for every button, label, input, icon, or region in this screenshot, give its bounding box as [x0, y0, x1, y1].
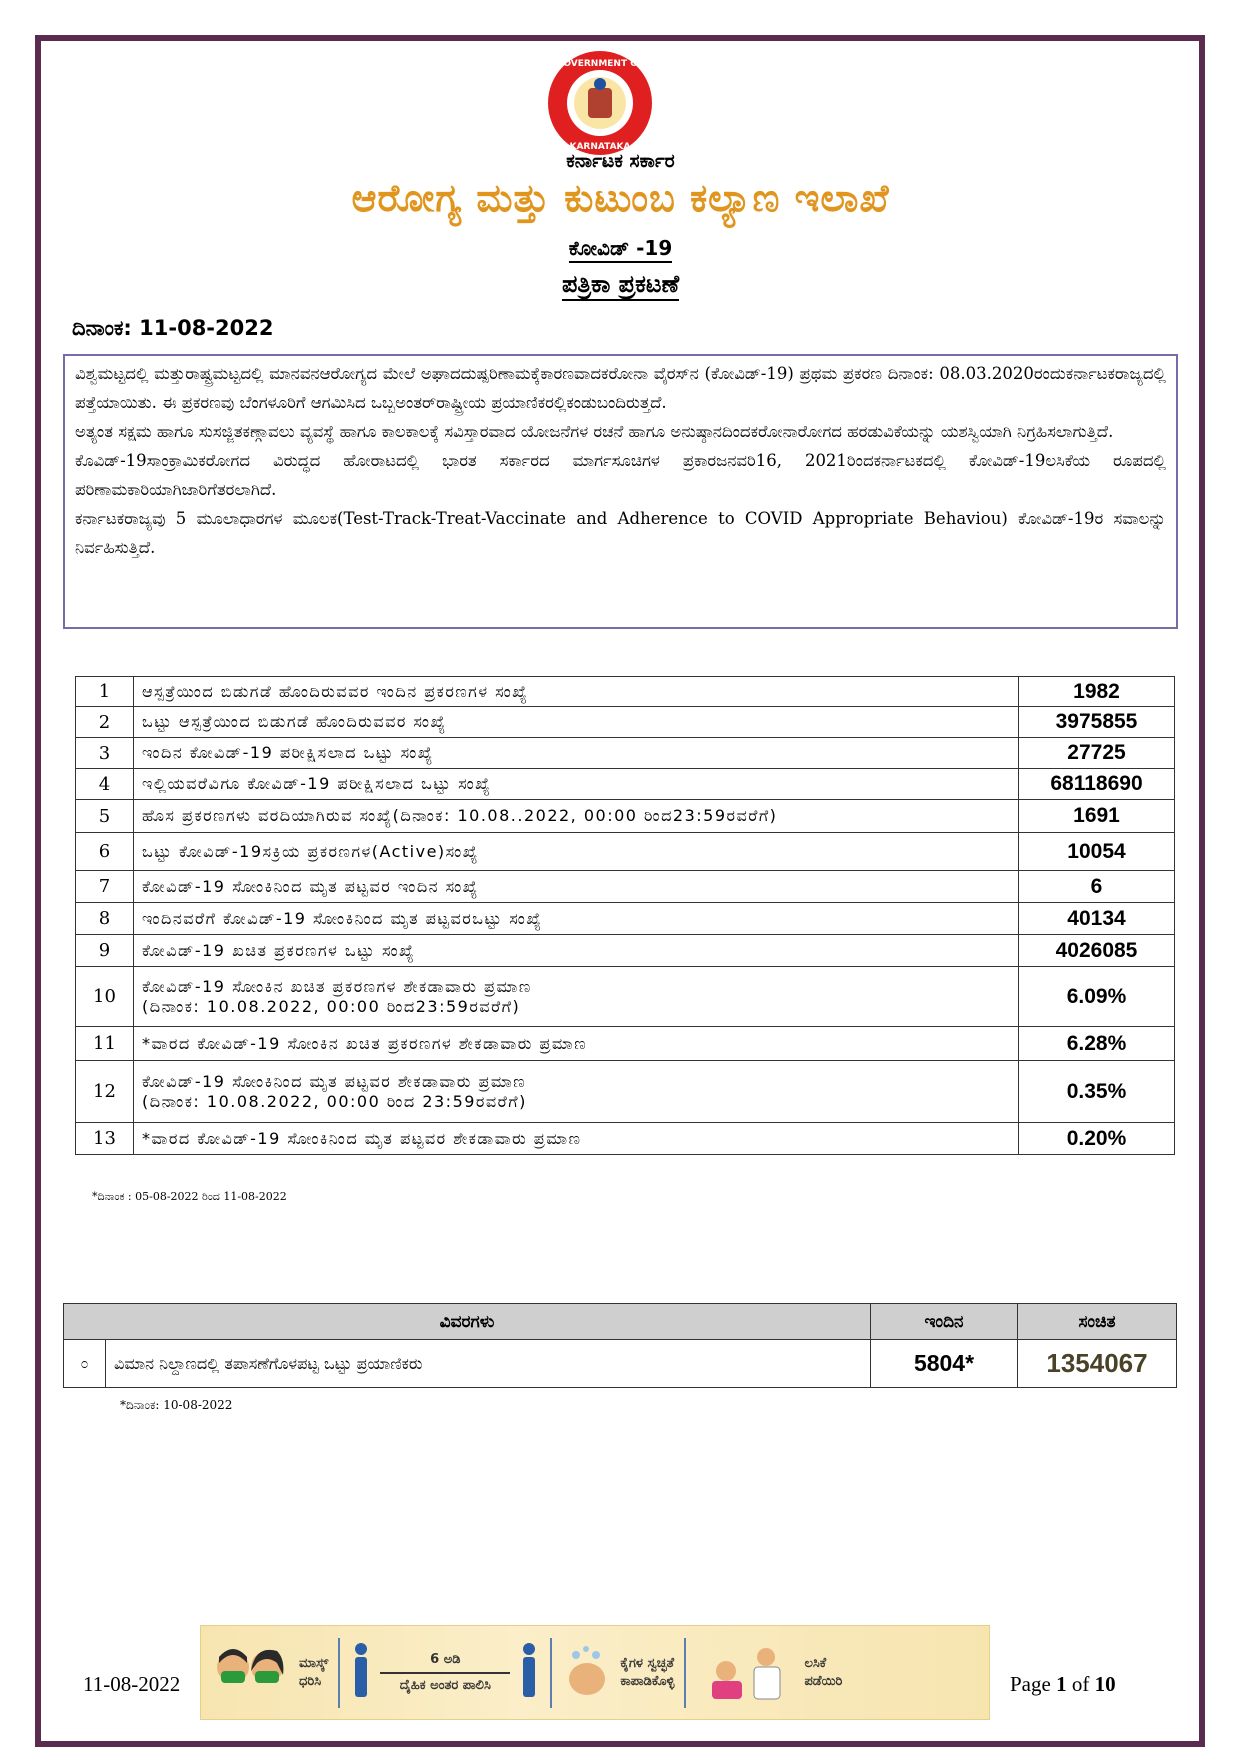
row-value: 0.35%: [1019, 1061, 1175, 1123]
intro-paragraph: ಅತ್ಯಂತ ಸಕ್ಷಮ ಹಾಗೂ ಸುಸಜ್ಜಿತಕಣ್ಗಾವಲು ವ್ಯವಸ್ಥೆ ಹಾಗೂ ಕಾಲಕಾಲಕ್ಕೆ ಸವಿಸ್ತಾರವಾದ ಯೋಜನೆಗಳ ರಚನೆ ಹಾಗೂ ಅನುಷ್ಠಾನದಿಂದಕರೋನಾರೋಗದ ಹರಡುವಿಕೆಯನ್ನು ಯಶಸ್ವಿಯಾಗಿ ನಿಗ್ರಹಿಸಲಾಗುತ್ತಿದೆ.: [75, 422, 1114, 441]
hands-segment: [552, 1626, 684, 1719]
vaccine-text: ಲಸಿಕೆ ಪಡೆಯಿರಿ: [804, 1655, 843, 1689]
covid-guidelines-banner: [200, 1625, 990, 1720]
row-number: 1: [76, 677, 134, 707]
row-description: ವಿಮಾನ ನಿಲ್ದಾಣದಲ್ಲಿ ತಪಾಸಣೆಗೊಳಪಟ್ಟ ಒಟ್ಟು ಪ್ರಯಾಣಿಕರು: [106, 1340, 871, 1388]
table-row: [76, 871, 1175, 903]
row-description: *ವಾರದ ಕೋವಿಡ್-19 ಸೋಂಕಿನ ಖಚಿತ ಪ್ರಕರಣಗಳ ಶೇಕಡಾವಾರು ಪ್ರಮಾಣ: [134, 1027, 1019, 1061]
row-today-value: 5804*: [871, 1340, 1018, 1388]
row-number: 9: [76, 935, 134, 967]
table-row: [76, 738, 1175, 769]
date-value: 11-08-2022: [139, 316, 274, 340]
table-row: [76, 677, 1175, 707]
row-value: 40134: [1019, 903, 1175, 935]
airport-table: [63, 1303, 1177, 1388]
row-value: 3975855: [1019, 707, 1175, 738]
row-number: 3: [76, 738, 134, 769]
row-value: 6: [1019, 871, 1175, 903]
hand-wash-icon: [562, 1641, 612, 1705]
person-icon: [518, 1641, 540, 1705]
row-number: 5: [76, 800, 134, 833]
row-description: ಆಸ್ಪತ್ರೆಯಿಂದ ಬಿಡುಗಡೆ ಹೊಂದಿರುವವರ ಇಂದಿನ ಪ್ರಕರಣಗಳ ಸಂಖ್ಯೆ: [134, 677, 1019, 707]
table-row: [76, 833, 1175, 871]
person-icon: [350, 1641, 372, 1705]
row-value: 0.20%: [1019, 1123, 1175, 1155]
mask-segment: [201, 1626, 338, 1719]
svg-text:KARNATAKA: KARNATAKA: [569, 142, 631, 152]
row-number: 7: [76, 871, 134, 903]
distance-info: [380, 1651, 510, 1695]
department-title: ಆರೋಗ್ಯ ಮತ್ತು ಕುಟುಂಬ ಕಲ್ಯಾಣ ಇಲಾಖೆ: [351, 176, 890, 220]
stats-table: [75, 676, 1175, 1155]
vaccination-icon: [696, 1641, 796, 1705]
intro-paragraph: ಕೊವಿಡ್-19ಸಾಂಕ್ರಾಮಿಕರೋಗದ ವಿರುದ್ಧದ ಹೋರಾಟದಲ್ಲಿ ಭಾರತ ಸರ್ಕಾರದ ಮಾರ್ಗಸೂಚಿಗಳ ಪ್ರಕಾರಜನವರಿ16, 2021ರಿಂದಕರ್ನಾಟಕದಲ್ಲಿ ಕೋವಿಡ್-19ಲಸಿಕೆಯ ರೂಪದಲ್ಲಿ ಪರಿಣಾಮಕಾರಿಯಾಗಿಜಾರಿಗೆತರಲಾಗಿದೆ.: [75, 451, 1166, 499]
row-number: 4: [76, 769, 134, 800]
release-date: ದಿನಾಂಕ: 11-08-2022: [72, 316, 274, 340]
row-description: ಇಲ್ಲಿಯವರೆವಿಗೂ ಕೋವಿಡ್-19 ಪರೀಕ್ಷಿಸಲಾದ ಒಟ್ಟು ಸಂಖ್ಯೆ: [134, 769, 1019, 800]
row-description: ಒಟ್ಟು ಕೋವಿಡ್-19ಸಕ್ರಿಯ ಪ್ರಕರಣಗಳ(Active)ಸಂಖ್ಯೆ: [134, 833, 1019, 871]
row-description: ಕೋವಿಡ್-19 ಸೋಂಕಿನಿಂದ ಮೃತ ಪಟ್ಟವರ ಶೇಕಡಾವಾರು ಪ್ರಮಾಣ (ದಿನಾಂಕ: 10.08.2022, 00:00 ರಿಂದ 23:59ರವರೆಗೆ): [134, 1061, 1019, 1123]
row-value: 68118690: [1019, 769, 1175, 800]
table-row: [76, 707, 1175, 738]
mask-face-icon: [211, 1641, 291, 1705]
government-label: ಕರ್ನಾಟಕ ಸರ್ಕಾರ: [566, 150, 675, 172]
row-description: ಇಂದಿನವರೆಗೆ ಕೋವಿಡ್-19 ಸೋಂಕಿನಿಂದ ಮೃತ ಪಟ್ಟವರಒಟ್ಟು ಸಂಖ್ಯೆ: [134, 903, 1019, 935]
header-today: ಇಂದಿನ: [871, 1304, 1018, 1340]
mask-text: ಮಾಸ್ಕ್ ಧರಿಸಿ: [299, 1655, 329, 1689]
page-number: Page 1 of 10: [1010, 1672, 1116, 1696]
row-value: 27725: [1019, 738, 1175, 769]
table-row: [76, 1061, 1175, 1123]
karnataka-emblem-icon: [540, 48, 660, 158]
table-row: [76, 967, 1175, 1027]
intro-paragraph: ವಿಶ್ವಮಟ್ಟದಲ್ಲಿ ಮತ್ತುರಾಷ್ಟ್ರಮಟ್ಟದಲ್ಲಿ ಮಾನವನಆರೋಗ್ಯದ ಮೇಲೆ ಅಘಾದದುಷ್ಪರಿಣಾಮಕ್ಕೆಕಾರಣವಾದಕರೋನಾ ವೈರಸ್‌ನ (ಕೋವಿಡ್-19) ಪ್ರಥಮ ಪ್ರಕರಣ ದಿನಾಂಕ: 08.03.2020ರಂದುಕರ್ನಾಟಕರಾಜ್ಯದಲ್ಲಿ ಪತ್ತೆಯಾಯಿತು. ಈ ಪ್ರಕರಣವು ಬೆಂಗಳೂರಿಗೆ ಆಗಮಿಸಿದ ಒಬ್ಬಅಂತರ್‌ರಾಷ್ಟ್ರೀಯ ಪ್ರಯಾಣಿಕರಲ್ಲಿಕಂಡುಬಂದಿರುತ್ತದೆ.: [75, 364, 1166, 412]
row-description: ಒಟ್ಟು ಆಸ್ಪತ್ರೆಯಿಂದ ಬಿಡುಗಡೆ ಹೊಂದಿರುವವರ ಸಂಖ್ಯೆ: [134, 707, 1019, 738]
svg-text:GOVERNMENT OF: GOVERNMENT OF: [555, 59, 645, 69]
row-number: 13: [76, 1123, 134, 1155]
row-number: 10: [76, 967, 134, 1027]
footnote-date-range: *ದಿನಾಂಕ : 05-08-2022 ರಿಂದ 11-08-2022: [92, 1190, 287, 1203]
row-number: 6: [76, 833, 134, 871]
table-row: [76, 935, 1175, 967]
press-release-heading: ಪತ್ರಿಕಾ ಪ್ರಕಟಣೆ: [0, 270, 1241, 298]
row-number: 11: [76, 1027, 134, 1061]
table-header-row: [64, 1304, 1177, 1340]
distance-segment: [340, 1626, 550, 1719]
row-description: *ವಾರದ ಕೋವಿಡ್-19 ಸೋಂಕಿನಿಂದ ಮೃತ ಪಟ್ಟವರ ಶೇಕಡಾವಾರು ಪ್ರಮಾಣ: [134, 1123, 1019, 1155]
table-row: [76, 1027, 1175, 1061]
header-total: ಸಂಚಿತ: [1018, 1304, 1177, 1340]
row-value: 6.09%: [1019, 967, 1175, 1027]
intro-box: [63, 354, 1178, 629]
hands-text: ಕೈಗಳ ಸ್ವಚ್ಛತೆ ಕಾಪಾಡಿಕೊಳ್ಳಿ: [620, 1655, 675, 1689]
row-value: 1691: [1019, 800, 1175, 833]
row-description: ಕೋವಿಡ್-19 ಖಚಿತ ಪ್ರಕರಣಗಳ ಒಟ್ಟು ಸಂಖ್ಯೆ: [134, 935, 1019, 967]
date-label: ದಿನಾಂಕ: [72, 316, 124, 340]
arrow-icon: [380, 1672, 510, 1674]
row-number: 2: [76, 707, 134, 738]
footnote-airport-date: *ದಿನಾಂಕ: 10-08-2022: [120, 1398, 233, 1412]
covid-heading: ಕೋವಿಡ್ -19: [0, 236, 1241, 260]
header-details: ವಿವರಗಳು: [64, 1304, 871, 1340]
distance-text: ದೈಹಿಕ ಅಂತರ ಪಾಲಿಸಿ: [399, 1677, 491, 1693]
row-value: 6.28%: [1019, 1027, 1175, 1061]
footer-date: 11-08-2022: [83, 1672, 181, 1696]
row-number: 12: [76, 1061, 134, 1123]
row-number: ೦: [64, 1340, 106, 1388]
distance-feet-text: 6 ಅಡಿ: [430, 1651, 461, 1667]
row-value: 4026085: [1019, 935, 1175, 967]
row-description: ಕೋವಿಡ್-19 ಸೋಂಕಿನಿಂದ ಮೃತ ಪಟ್ಟವರ ಇಂದಿನ ಸಂಖ್ಯೆ: [134, 871, 1019, 903]
vaccine-segment: [686, 1626, 852, 1719]
table-row: [76, 1123, 1175, 1155]
intro-paragraph: ಕರ್ನಾಟಕರಾಜ್ಯವು 5 ಮೂಲಾಧಾರಗಳ ಮೂಲಕ(Test-Track-Treat-Vaccinate and Adherence to COVID Appropriate Behaviou) ಕೋವಿಡ್-19ರ ಸವಾಲನ್ನು ನಿರ್ವಹಿಸುತ್ತಿದೆ.: [75, 509, 1166, 557]
row-number: 8: [76, 903, 134, 935]
table-row: [76, 769, 1175, 800]
table-row: [76, 800, 1175, 833]
table-row: [76, 903, 1175, 935]
row-description: ಕೋವಿಡ್-19 ಸೋಂಕಿನ ಖಚಿತ ಪ್ರಕರಣಗಳ ಶೇಕಡಾವಾರು ಪ್ರಮಾಣ (ದಿನಾಂಕ: 10.08.2022, 00:00 ರಿಂದ23:59ರವರೆಗೆ): [134, 967, 1019, 1027]
row-value: 10054: [1019, 833, 1175, 871]
table-row: [64, 1340, 1177, 1388]
row-value: 1982: [1019, 677, 1175, 707]
row-description: ಹೊಸ ಪ್ರಕರಣಗಳು ವರದಿಯಾಗಿರುವ ಸಂಖ್ಯೆ(ದಿನಾಂಕ: 10.08..2022, 00:00 ರಿಂದ23:59ರವರೆಗೆ): [134, 800, 1019, 833]
row-description: ಇಂದಿನ ಕೋವಿಡ್-19 ಪರೀಕ್ಷಿಸಲಾದ ಒಟ್ಟು ಸಂಖ್ಯೆ: [134, 738, 1019, 769]
row-total-value: 1354067: [1018, 1340, 1177, 1388]
